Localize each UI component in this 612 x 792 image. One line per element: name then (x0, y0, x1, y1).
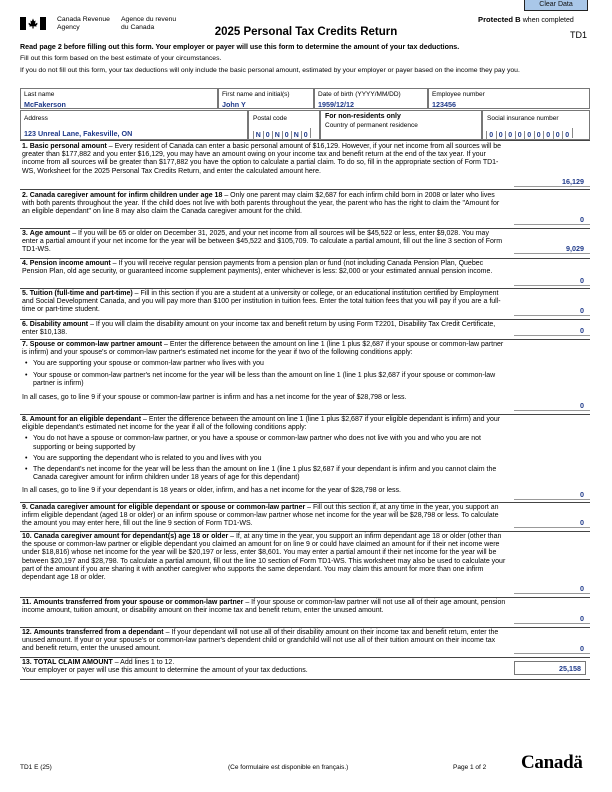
clear-data-button[interactable]: Clear Data (524, 0, 588, 11)
nonres-label: For non-residents only (325, 113, 401, 120)
intro-line-2: If you do not fill out this form, your tax deductions will only include the basic personal amount, estimated by your employer or payer based on the income they pay you. (20, 67, 520, 74)
page-number: Page 1 of 2 (453, 764, 487, 771)
dob-field[interactable] (314, 88, 428, 109)
first-name-field[interactable] (218, 88, 314, 109)
intro-line-1: Fill out this form based on the best estimate of your circumstances. (20, 55, 222, 62)
postal-code-field[interactable] (248, 110, 320, 140)
address-field[interactable] (20, 110, 248, 140)
section-transfer-dependant: 12. Amounts transferred from a dependant – If your dependant will not use all of their disability amount on their income tax and benefit return, enter the unused amount. If your or your spouse's or common-law partner's dependent child or grandchild will not use all of their tuition amount on their income tax and benefit return, enter the unused amount. (22, 629, 499, 653)
canada-wordmark: Canadä (521, 752, 583, 773)
last-name-field[interactable] (20, 88, 218, 109)
section-total-claim: 13. TOTAL CLAIM AMOUNT – Add lines 1 to 12. Your employer or payer will use this amount to determine the amount of your tax deductions. (22, 659, 308, 675)
amount-field-9[interactable]: 0 (580, 518, 584, 527)
agency-name-fr: Agence du revenu du Canada (121, 16, 177, 31)
last-name-label: Last name (24, 91, 55, 98)
country-label: Country of permanent residence (325, 122, 418, 129)
postal-code-boxes: N 0 N 0 N 0 (253, 128, 311, 138)
form-code-footer: TD1 E (25) (20, 764, 52, 771)
employee-number-field[interactable] (428, 88, 590, 109)
amount-field-6[interactable]: 0 (580, 326, 584, 335)
total-claim-value: 25,158 (559, 664, 581, 673)
amount-field-5[interactable]: 0 (580, 306, 584, 315)
amount-field-8[interactable]: 0 (580, 490, 584, 499)
total-claim-field[interactable] (514, 661, 586, 675)
form-code: TD1 (570, 30, 588, 40)
intro-bold: Read page 2 before filling out this form. Your employer or payer will use this form to determine the amount of your tax deductions. (20, 43, 460, 51)
amount-field-2[interactable]: 0 (580, 215, 584, 224)
country-residence-field[interactable] (320, 110, 482, 140)
page-title: 2025 Personal Tax Credits Return (214, 26, 398, 38)
employee-label: Employee number (432, 91, 485, 98)
dob-label: Date of birth (YYYY/MM/DD) (318, 91, 401, 98)
sin-label: Social insurance number (487, 115, 559, 122)
section-transfer-spouse: 11. Amounts transferred from your spouse or common-law partner – If your spouse or common-law partner will not use all of their age amount, pension income amount, tuition amount, or disability amount on their income tax and benefit return, enter the unused amount. (22, 599, 506, 615)
section-caregiver-18-older: 10. Canada caregiver amount for dependant(s) age 18 or older – If, at any time in the year, you support an infirm dependant age 18 or older (other than the spouse or common-law partner or eligible dependant you claimed an amount for on line 9 or could have claimed an amount for if their net income were under $18,816) whose net income for the year will be $20,197 or less, enter $8,601. You may enter a partial amount if their net income for the year will be between $20,197 and $28,798. To calculate a partial amount, fill out the line 10 section of Form TD1-WS. This worksheet may also be used to calculate your part of the amount if you are sharing it with another caregiver who supports the same dependant. You may claim this amount for more than one infirm dependant age 18 or older. (22, 533, 506, 582)
first-name-label: First name and initial(s) (222, 91, 290, 98)
amount-field-1[interactable]: 16,129 (562, 177, 584, 186)
amount-field-12[interactable]: 0 (580, 644, 584, 653)
employee-value: 123456 (432, 100, 456, 109)
section-disability: 6. Disability amount – If you will claim the disability amount on your income tax and benefit return by using Form T2201, Disability Tax Credit Certificate, enter $10,138. (22, 321, 496, 337)
postal-label: Postal code (253, 115, 287, 122)
amount-field-7[interactable]: 0 (580, 401, 584, 410)
address-label: Address (24, 115, 48, 122)
section-tuition: 5. Tuition (full-time and part-time) – Fill in this section if you are a student at a university or college, or an educational institution certified by Employment and Social Development Canada, and you will pay more than $100 per institution in tuition fees. Enter the total tuition fees that you will pay if you are a full-time or part-time student. (22, 290, 501, 314)
section-basic-personal: 1. Basic personal amount – Every resident of Canada can enter a basic personal amount of $16,129. However, if your net income from all sources will be greater than $177,882 and you enter $16,129, you may have an amount owing on your income tax and benefit return at the end of the tax year. If your income from all sources will be greater than $177,882 you have the option to calculate a partial claim. To do so, fill in the appropriate section of Form TD1-WS, Worksheet for the 2025 Personal Tax Credits Return, and enter the calculated amount here. (22, 143, 501, 175)
amount-field-3[interactable]: 9,029 (566, 244, 584, 253)
sin-boxes: 0 0 0 0 0 0 0 0 0 (486, 128, 573, 138)
amount-field-10[interactable]: 0 (580, 584, 584, 593)
section-age-amount: 3. Age amount – If you will be 65 or older on December 31, 2025, and your net income from all sources will be $45,522 or less, enter $9,028. You may enter a partial amount if your net income for the year will be between $45,522 and $105,709. To calculate a partial amount, fill out the line 3 section of Form TD1-WS. (22, 230, 503, 254)
section-pension-income: 4. Pension income amount – If you will receive regular pension payments from a pension plan or fund (not including Canada Pension Plan, Quebec Pension Plan, old age security, or guaranteed income supplement payments), enter whichever is less: $2,000 or your estimated annual pension income. (22, 260, 493, 276)
first-name-value: John Y (222, 100, 246, 109)
address-value: 123 Unreal Lane, Fakesville, ON (24, 129, 133, 138)
section-eligible-dependant: 8. Amount for an eligible dependant – Enter the difference between the amount on line 1 (line 1 plus $2,687 if your eligible dependant is infirm) and your eligible dependant's estimated net income for the year if all of the following conditions apply: • You do not have a spouse or common-law partner, or you have a spouse or common-law partner who does not live with you and who you are not supporting or being supported by • You are supporting the dependant who is related to you and lives with you • The dependant's net income for the year will be less than the amount on line 1 (line 1 plus $2,687 if your dependant is infirm and you cannot claim the Canada caregiver amount for infirm children under 18 years of age for this dependant) In all cases, go to line 9 if your dependant is 18 years or older, infirm, and has a net income for the year of $28,798 or less. (22, 416, 506, 496)
french-availability: (Ce formulaire est disponible en français.) (228, 764, 349, 771)
last-name-value: McFakerson (24, 100, 66, 109)
protected-b-label: Protected B when completed (478, 15, 574, 24)
section-spouse-amount: 7. Spouse or common-law partner amount – Enter the difference between the amount on line 1 (line 1 plus $2,687 if your spouse or common-law partner is infirm) and your spouse's or common-law partner's estimated net income for the year if two of the following conditions apply: • You are supporting your spouse or common-law partner who lives with you • Your spouse or common-law partner's net income for the year will be less than the amount on line 1 (line 1 plus $2,687 if your spouse or common-law partner is infirm) In all cases, go to line 9 if your spouse or common-law partner is infirm and has a net income for the year of $28,798 or less. (22, 341, 506, 402)
agency-name-en: Canada Revenue Agency (57, 16, 110, 31)
amount-field-11[interactable]: 0 (580, 614, 584, 623)
amount-field-4[interactable]: 0 (580, 276, 584, 285)
section-caregiver-children: 2. Canada caregiver amount for infirm children under age 18 – Only one parent may claim $2,687 for each infirm child born in 2008 or later who lives with both parents throughout the year. If the child does not live with both parents throughout the year, the parent who has the right to claim the "Amount for an eligible dependant" on line 8 may also claim the Canada caregiver amount for the child. (22, 192, 500, 216)
dob-value: 1959/12/12 (318, 100, 354, 109)
sin-field[interactable] (482, 110, 590, 140)
section-caregiver-spouse: 9. Canada caregiver amount for eligible dependant or spouse or common-law partner – Fill out this section if, at any time in the year, you support an infirm eligible dependant (aged 18 or older) or an infirm spouse or common-law partner whose net income for the year will be $28,798 or less. To calculate the amount you may enter here, fill out the line 9 section of Form TD1-WS. (22, 504, 499, 528)
